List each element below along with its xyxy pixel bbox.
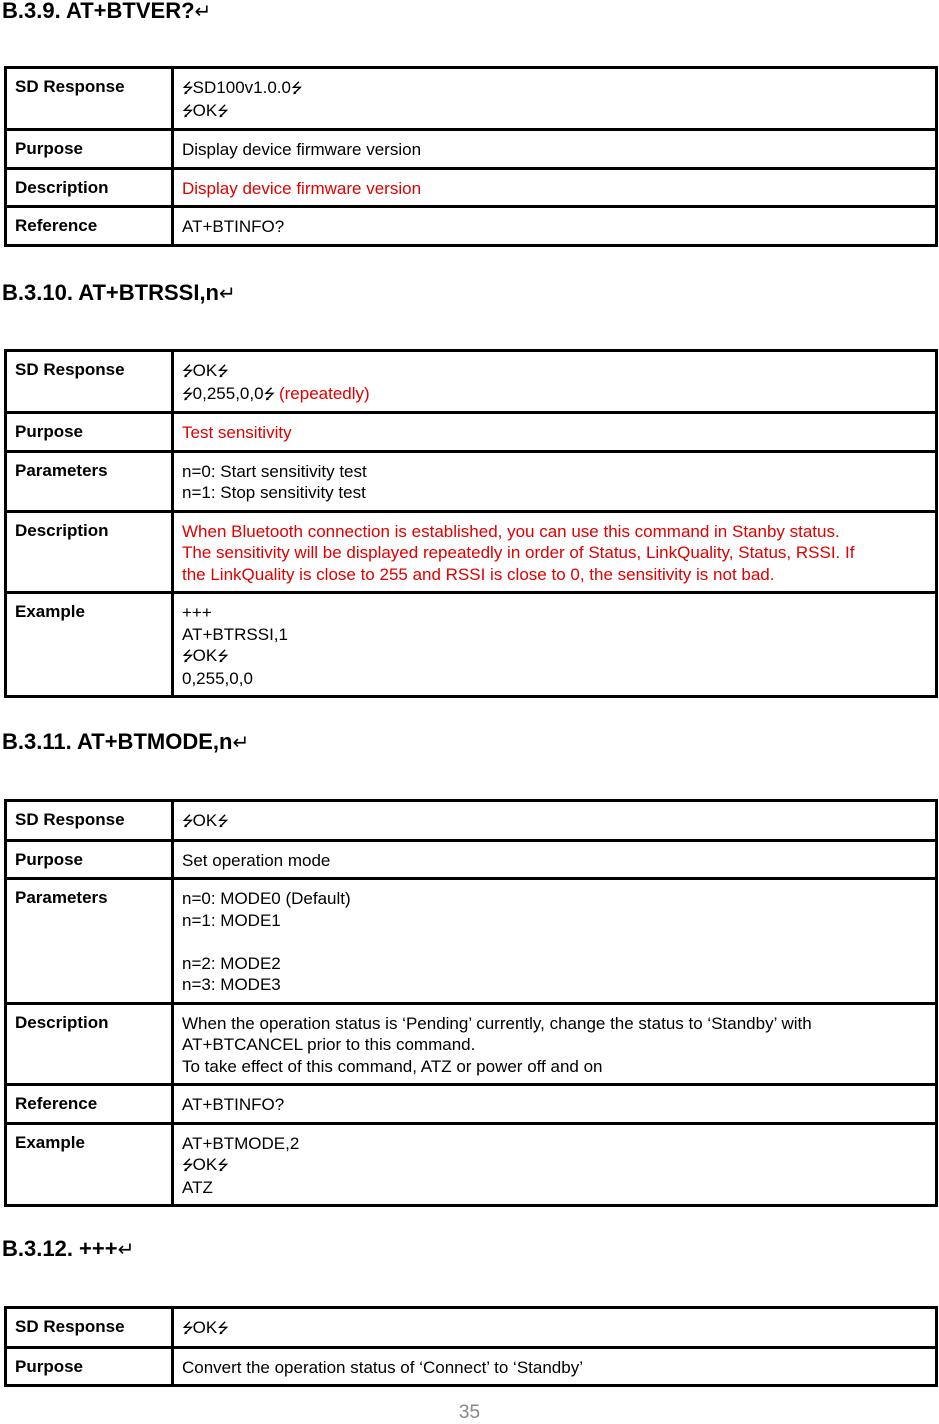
heading-text: B.3.11. AT+BTMODE,n xyxy=(2,729,233,754)
carriage-return-icon: ⭍ xyxy=(263,385,275,402)
row-value xyxy=(173,511,937,593)
carriage-return-icon: ⭍ xyxy=(182,813,193,829)
carriage-return-icon: ⭍ xyxy=(217,1320,228,1336)
command-table xyxy=(4,1306,938,1387)
value-line xyxy=(182,602,927,624)
table-row xyxy=(6,879,937,1004)
value-line xyxy=(182,542,927,564)
carriage-return-icon: ⭍ xyxy=(182,102,193,119)
value-line xyxy=(182,1034,927,1056)
value-text: To take effect of this command, ATZ or power off and on xyxy=(182,1056,603,1076)
carriage-return-icon: ⭍ xyxy=(182,1320,193,1336)
value-line xyxy=(182,422,927,444)
value-line xyxy=(182,1133,927,1155)
row-label: Purpose xyxy=(6,130,173,169)
command-table xyxy=(4,349,938,698)
page-number: 35 xyxy=(458,1402,481,1423)
crlf-icon: ↵ xyxy=(194,1,212,23)
table-row xyxy=(6,1003,937,1085)
table-row xyxy=(6,840,937,879)
table-row xyxy=(6,68,937,130)
value-line xyxy=(182,910,927,932)
table-row xyxy=(6,351,937,413)
value-text: n=3: MODE3 xyxy=(182,975,281,994)
value-text: 0,255,0,0 xyxy=(182,668,253,688)
value-text: the LinkQuality is close to 255 and RSSI is close to 0, the sensitivity is not bad. xyxy=(182,564,775,584)
value-text: AT+BTMODE,2 xyxy=(182,1133,300,1153)
row-label: SD Response xyxy=(6,801,173,841)
value-line xyxy=(182,139,927,161)
value-line xyxy=(182,624,927,646)
heading-text: B.3.12. +++ xyxy=(2,1236,118,1261)
row-value xyxy=(173,879,937,1004)
row-label: Parameters xyxy=(6,879,173,1004)
table-row xyxy=(6,168,937,207)
value-text: OK xyxy=(192,811,218,830)
row-label: Purpose xyxy=(6,840,173,879)
value-text: AT+BTINFO? xyxy=(182,217,285,236)
value-note: (repeatedly) xyxy=(274,383,370,403)
value-text: n=1: Stop sensitivity test xyxy=(182,483,366,502)
row-label: Reference xyxy=(6,207,173,246)
table-row xyxy=(6,1308,937,1348)
value-text: Set operation mode xyxy=(182,850,331,870)
value-line xyxy=(182,1094,927,1116)
row-value xyxy=(173,168,937,207)
value-line xyxy=(182,1357,927,1379)
row-label: SD Response xyxy=(6,1308,173,1348)
row-value xyxy=(173,1308,937,1348)
value-text: Display device firmware version xyxy=(182,178,422,198)
value-text: 0,255,0,0 xyxy=(192,383,264,403)
carriage-return-icon: ⭍ xyxy=(217,102,228,119)
value-line xyxy=(182,953,927,975)
value-line xyxy=(182,77,927,100)
value-text: +++ xyxy=(182,603,212,622)
row-value xyxy=(173,207,937,246)
carriage-return-icon: ⭍ xyxy=(217,648,228,664)
value-line xyxy=(182,974,927,996)
table-row xyxy=(6,1347,937,1386)
row-value xyxy=(173,130,937,169)
section-heading xyxy=(2,729,249,755)
table-row xyxy=(6,207,937,246)
value-text: Test sensitivity xyxy=(182,423,292,442)
value-line xyxy=(182,482,927,504)
value-text: OK xyxy=(192,100,218,120)
table-row xyxy=(6,511,937,593)
value-text: Convert the operation status of ‘Connect’ to ‘Standby’ xyxy=(182,1357,583,1377)
value-line xyxy=(182,668,927,690)
section-heading xyxy=(2,0,211,24)
value-line xyxy=(182,461,927,483)
carriage-return-icon: ⭍ xyxy=(182,1157,193,1173)
value-text: OK xyxy=(192,1155,218,1174)
value-text: When the operation status is ‘Pending’ currently, change the status to ‘Standby’ with xyxy=(182,1013,812,1033)
table-row xyxy=(6,801,937,841)
value-line xyxy=(182,383,927,406)
value-text: AT+BTINFO? xyxy=(182,1095,285,1114)
value-line xyxy=(182,931,927,953)
row-value xyxy=(173,413,937,452)
value-line xyxy=(182,1154,927,1177)
heading-text: B.3.10. AT+BTRSSI,n xyxy=(2,280,219,305)
section-heading xyxy=(2,1236,134,1262)
row-label: Purpose xyxy=(6,1347,173,1386)
crlf-icon: ↵ xyxy=(219,283,236,305)
row-value xyxy=(173,1123,937,1206)
value-text: AT+BTRSSI,1 xyxy=(182,624,288,644)
value-line xyxy=(182,521,927,543)
row-label: Parameters xyxy=(6,451,173,511)
value-text: Display device firmware version xyxy=(182,140,422,159)
table-row xyxy=(6,413,937,452)
row-value xyxy=(173,1003,937,1085)
value-text: When Bluetooth connection is established, you can use this command in Stanby status. xyxy=(182,521,840,541)
value-text: OK xyxy=(192,361,218,380)
value-text: n=1: MODE1 xyxy=(182,910,281,930)
table-row xyxy=(6,1085,937,1124)
value-line xyxy=(182,564,927,586)
table-row xyxy=(6,130,937,169)
row-value xyxy=(173,801,937,841)
row-label: Description xyxy=(6,168,173,207)
row-label: Example xyxy=(6,1123,173,1206)
carriage-return-icon: ⭍ xyxy=(182,80,193,96)
row-value xyxy=(173,840,937,879)
carriage-return-icon: ⭍ xyxy=(217,813,228,829)
row-label: Reference xyxy=(6,1085,173,1124)
value-text: n=2: MODE2 xyxy=(182,953,281,973)
value-line xyxy=(182,645,927,668)
row-value xyxy=(173,1085,937,1124)
carriage-return-icon: ⭍ xyxy=(182,648,193,664)
value-line xyxy=(182,1013,927,1035)
value-text: SD100v1.0.0 xyxy=(192,78,291,97)
row-label: Purpose xyxy=(6,413,173,452)
value-line xyxy=(182,178,927,200)
row-label: SD Response xyxy=(6,68,173,130)
value-text: n=0: Start sensitivity test xyxy=(182,461,367,481)
carriage-return-icon: ⭍ xyxy=(182,363,193,379)
value-text: OK xyxy=(192,1318,218,1337)
value-line xyxy=(182,1317,927,1340)
row-label: Description xyxy=(6,511,173,593)
value-text: The sensitivity will be displayed repeatedly in order of Status, LinkQuality, Status, RSSI. If xyxy=(182,543,855,562)
value-text: AT+BTCANCEL prior to this command. xyxy=(182,1035,476,1054)
row-value xyxy=(173,451,937,511)
row-label: Example xyxy=(6,593,173,697)
carriage-return-icon: ⭍ xyxy=(290,80,302,96)
value-line xyxy=(182,100,927,123)
command-table xyxy=(4,66,938,247)
carriage-return-icon: ⭍ xyxy=(217,1157,228,1173)
row-value xyxy=(173,68,937,130)
row-label: Description xyxy=(6,1003,173,1085)
value-line xyxy=(182,1056,927,1078)
table-row xyxy=(6,593,937,697)
value-line xyxy=(182,360,927,383)
command-table xyxy=(4,799,938,1207)
crlf-icon: ↵ xyxy=(117,1239,135,1261)
carriage-return-icon: ⭍ xyxy=(182,385,193,402)
value-text: ATZ xyxy=(182,1177,213,1197)
value-line xyxy=(182,1177,927,1199)
value-line xyxy=(182,888,927,910)
crlf-icon: ↵ xyxy=(232,732,250,754)
row-value xyxy=(173,1347,937,1386)
row-value xyxy=(173,593,937,697)
value-line xyxy=(182,850,927,872)
row-value xyxy=(173,351,937,413)
row-label: SD Response xyxy=(6,351,173,413)
value-text: OK xyxy=(192,646,218,665)
section-heading xyxy=(2,280,236,306)
carriage-return-icon: ⭍ xyxy=(217,363,228,379)
value-line xyxy=(182,810,927,833)
table-row xyxy=(6,451,937,511)
value-text: n=0: MODE0 (Default) xyxy=(182,889,351,908)
value-line xyxy=(182,216,927,238)
table-row xyxy=(6,1123,937,1206)
heading-text: B.3.9. AT+BTVER? xyxy=(2,0,195,23)
